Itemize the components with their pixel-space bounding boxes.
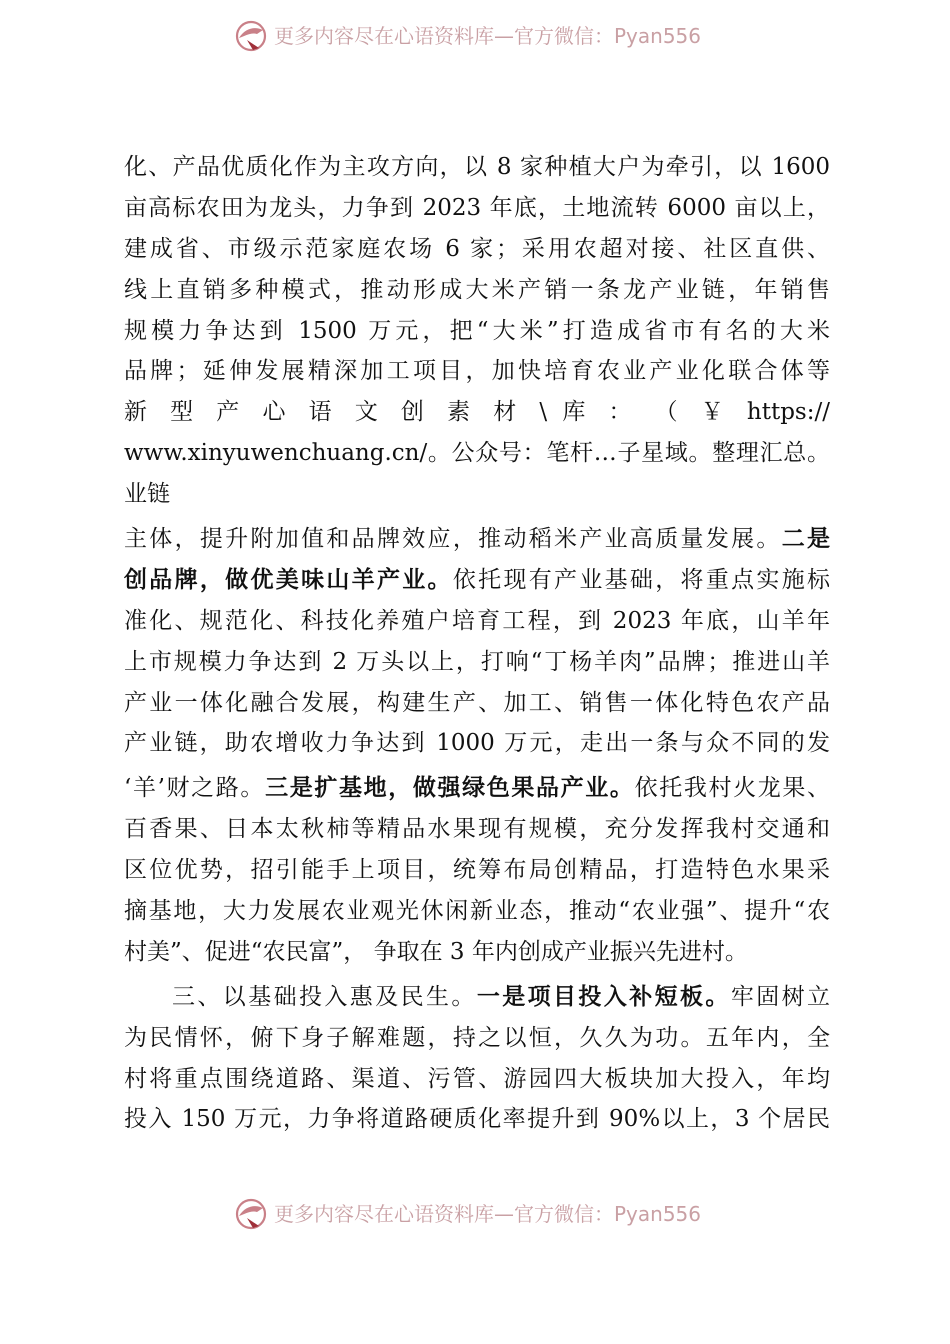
watermark-line: 新 型 产 心 语 文 创 素 材 \ 库 ： （ ￥ https:// — [124, 399, 830, 426]
paragraph-line: 产业一体化融合发展，构建生产、加工、销售一体化特色农产品 — [124, 689, 830, 716]
paragraph-line: 创品牌，做优美味山羊产业。依托现有产业基础，将重点实施标 — [124, 566, 830, 593]
paragraph-line: 亩高标农田为龙头，力争到 2023 年底，土地流转 6000 亩以上， — [124, 194, 830, 221]
header-watermark-banner — [0, 16, 950, 56]
paragraph-line: 区位优势，招引能手上项目，统筹布局创精品，打造特色水果采 — [124, 857, 830, 884]
bold-heading-three: 三是扩基地，做强绿色果品产业。 — [265, 775, 635, 802]
paragraph-line: 为民情怀，俯下身子解难题，持之以恒，久久为功。五年内，全 — [124, 1024, 830, 1051]
paragraph-line: 村美”、促进“农民富”， 争取在 3 年内创成产业振兴先进村。 — [124, 938, 748, 965]
paragraph-line: 百香果、日本太秋柿等精品水果现有规模，充分发挥我村交通和 — [124, 816, 830, 843]
paragraph-line: 化、产品优质化作为主攻方向，以 8 家种植大户为牵引，以 1600 — [124, 154, 830, 180]
paragraph-line: 产业链，助农增收力争达到 1000 万元，走出一条与众不同的发 — [124, 730, 830, 757]
paragraph-line: 规模力争达到 1500 万元，把“大米”打造成省市有名的大米 — [124, 317, 830, 344]
footer-watermark-banner — [0, 1194, 950, 1234]
paragraph-line: 业链 — [124, 481, 170, 508]
footer-watermark-text: 更多内容尽在心语资料库—官方微信：Pyan556 — [274, 1202, 702, 1226]
paragraph-line: 摘基地，大力发展农业观光休闲新业态，推动“农业强”、提升“农 — [124, 898, 830, 925]
paragraph-line: ‘羊’财之路。三是扩基地，做强绿色果品产业。依托我村火龙果、 — [124, 775, 830, 802]
paragraph-line: 准化、规范化、科技化养殖户培育工程，到 2023 年底，山羊年 — [124, 607, 830, 634]
paragraph-line: 主体，提升附加值和品牌效应，推动稻米产业高质量发展。二是 — [124, 526, 830, 553]
bold-heading-project: 一是项目投入补短板。 — [476, 983, 731, 1010]
paragraph-line: 村将重点围绕道路、渠道、污管、游园四大板块加大投入，年均 — [124, 1065, 830, 1092]
bold-heading-two: 二是 — [781, 526, 830, 553]
paragraph-line: 上市规模力争达到 2 万头以上，打响“丁杨羊肉”品牌；推进山羊 — [124, 648, 830, 675]
document-body — [124, 147, 830, 1140]
paragraph-line: 投入 150 万元，力争将道路硬质化率提升到 90%以上，3 个居民 — [124, 1106, 830, 1133]
bold-heading-two-cont: 创品牌，做优美味山羊产业。 — [124, 566, 453, 593]
watermark-line: www.xinyuwenchuang.cn/。公众号：笔杆…子星域。整理汇总。 — [124, 440, 830, 467]
header-watermark-text: 更多内容尽在心语资料库—官方微信：Pyan556 — [274, 24, 702, 48]
pen-circle-logo-icon — [233, 18, 269, 54]
pen-circle-logo-icon — [233, 1196, 269, 1232]
paragraph-line: 建成省、市级示范家庭农场 6 家；采用农超对接、社区直供、 — [124, 235, 830, 262]
paragraph-line: 线上直销多种模式，推动形成大米产销一条龙产业链，年销售 — [124, 276, 830, 303]
section-heading-line: 三、以基础投入惠及民生。一是项目投入补短板。牢固树立 — [172, 983, 830, 1010]
paragraph-line: 品牌；延伸发展精深加工项目，加快培育农业产业化联合体等 — [124, 358, 830, 385]
